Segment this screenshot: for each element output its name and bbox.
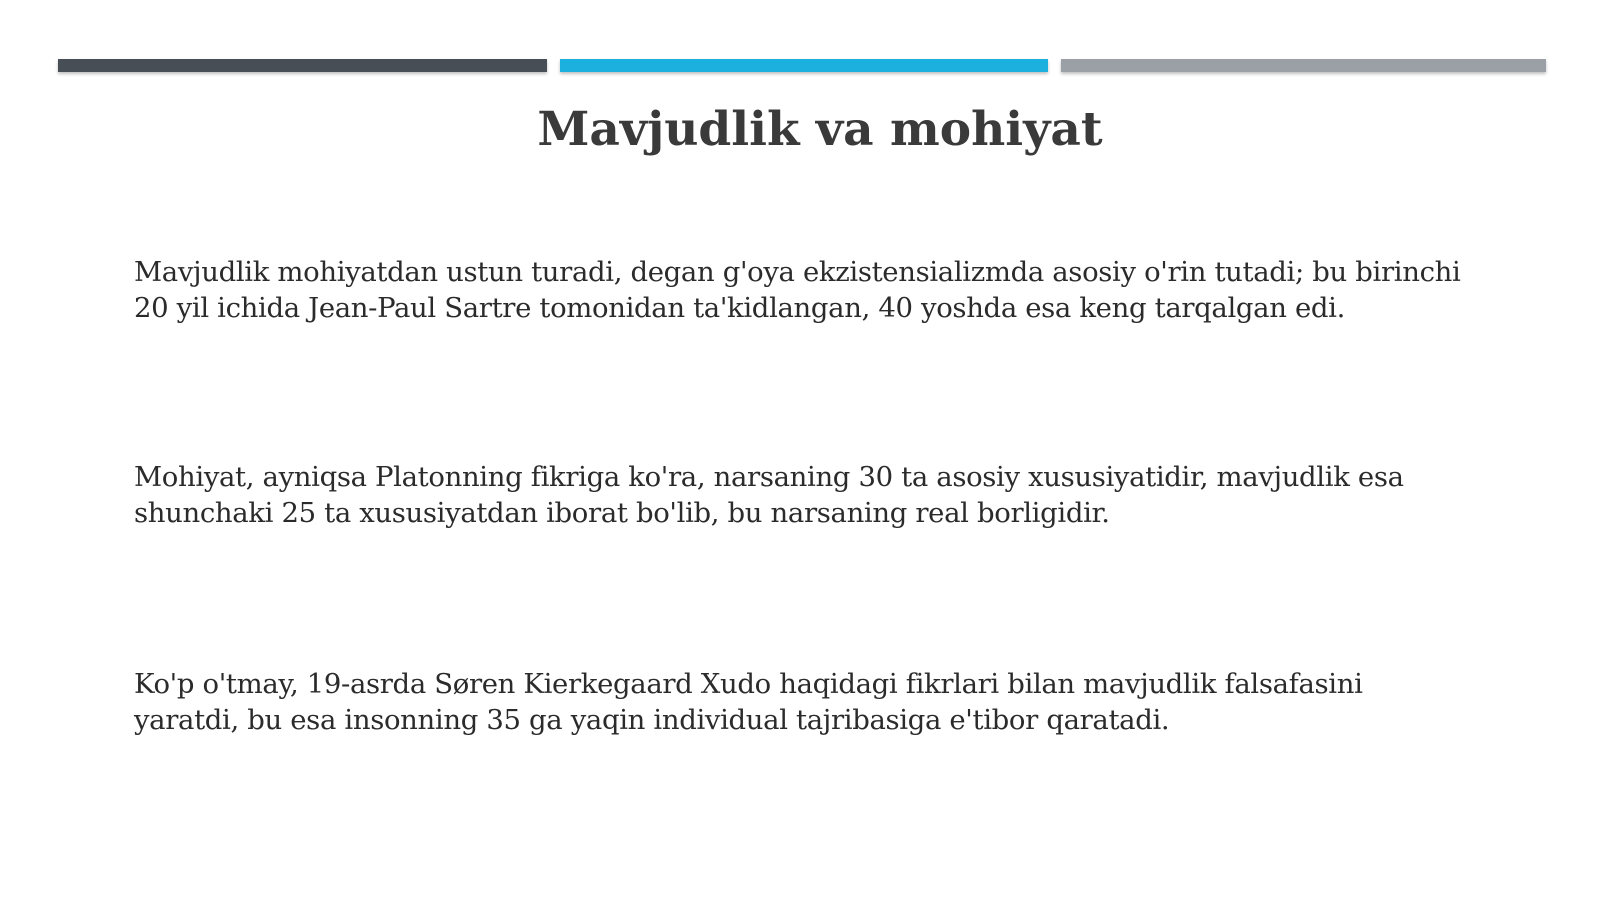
paragraph-essence-plato: Mohiyat, ayniqsa Platonning fikriga ko'ra, narsaning 30 ta asosiy xususiyatidir, mavjudlik esa shunchaki 25 ta xususiyatdan iborat bo'lib, bu narsaning real borligidir. <box>134 461 1404 529</box>
accent-bar-dark <box>58 59 547 72</box>
header-accent-bars <box>58 59 1546 73</box>
paragraph-kierkegaard: Ko'p o'tmay, 19-asrda Søren Kierkegaard Xudo haqidagi fikrlari bilan mavjudlik falsafasini yaratdi, bu esa insonning 35 ga yaqin individual tajribasiga e'tibor qaratadi. <box>134 668 1363 736</box>
paragraph-existence-precedes-essence: Mavjudlik mohiyatdan ustun turadi, degan g'oya ekzistensializmda asosiy o'rin tutadi; bu birinchi 20 yil ichida Jean-Paul Sartre tomonidan ta'kidlangan, 40 yoshda esa keng tarqalgan edi. <box>134 256 1461 324</box>
slide-title: Mavjudlik va mohiyat <box>537 102 1103 157</box>
accent-bar-gray <box>1061 59 1546 72</box>
accent-bar-blue <box>560 59 1048 72</box>
